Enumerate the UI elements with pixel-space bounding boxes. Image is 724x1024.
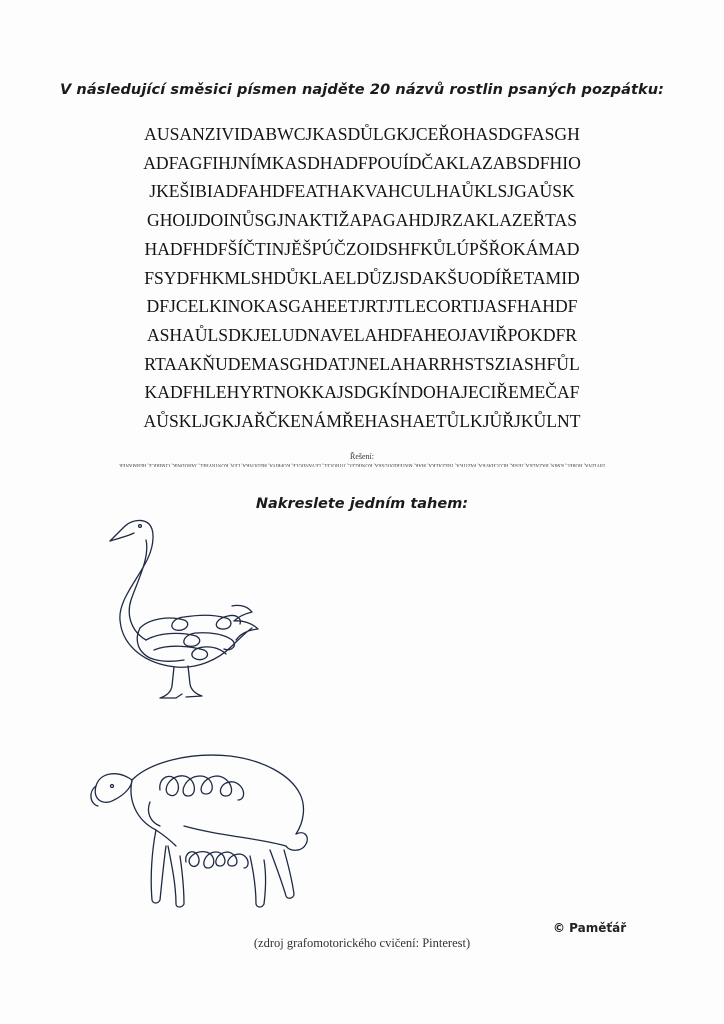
- source-note: (zdroj grafomotorického cvičení: Pinterest): [253, 936, 471, 950]
- grid-row: GHOIJDOINŮSGJNAKTIŽAPAGAHDJRZAKLAZEŘTAS: [147, 210, 577, 231]
- drawing-heading: Nakreslete jedním tahem:: [255, 496, 469, 512]
- grid-row: HADFHDFŠÍČTINJĚŠPÚČZOIDSHFKŮLÚPŠŘOKÁMAD: [144, 238, 580, 259]
- solution-text-upside-down: DIVIZNA, HOŘEC, KMÍN, BAZALKA, JEŠIK, HLUCHAVKA, PAŽITKA, TŘEZALKA, MÁK, MATEŘIDOUŠKA, KONIKLEC, JITROCEL, LEVANDULE, KOPŘIVA, MEDUŇKA, LEN, KONTRYHEL, JAHODNÍK, ČIMIŘICE, HEŘMÁNEK: [119, 462, 605, 467]
- solution-label: Řešení:: [350, 452, 374, 461]
- puzzle-heading: V následující směsici písmen najděte 20 názvů rostlin psaných pozpátku:: [59, 82, 665, 98]
- grid-row: AŮSKLJGKJAŘČKENÁMŘEHASHAETŮLKJŮŘJKŮLNT: [143, 411, 581, 432]
- copyright-label: © Paměťář: [553, 921, 627, 935]
- grid-row: DFJCELKINOKASGAHEETJRTJTLECORTIJASFHAHDF: [146, 296, 578, 317]
- goose-drawing: [110, 520, 258, 698]
- grid-row: FSYDFHKMLSHDŮKLAELDŮZJSDAKŠUODÍŘETAMID: [144, 267, 580, 288]
- grid-row: JKEŠIBIADFAHDFEATHAKVAHCULHAŮKLSJGAŮSK: [149, 181, 575, 202]
- grid-row: AUSANZIVIDABWCJKASDŮLGKJCEŘOHASDGFASGH: [144, 124, 580, 144]
- grid-row: KADFHLEHYRTNOKKAJSDGKÍNDOHAJECIŘEMEČAF: [144, 382, 580, 403]
- grid-row: ADFAGFIHJNÍMKASDHADFPOUÍDČAKLAZABSDFHIO: [143, 152, 581, 173]
- grid-row: ASHAŮLSDKJELUDNAVELAHDFAHEOJAVIŘPOKDFR: [146, 324, 578, 345]
- grid-row: RTAAKŇUDEMASGHDATJNELAHARRHSTSZIASHFŮL: [144, 353, 580, 374]
- sheep-drawing: [91, 755, 307, 907]
